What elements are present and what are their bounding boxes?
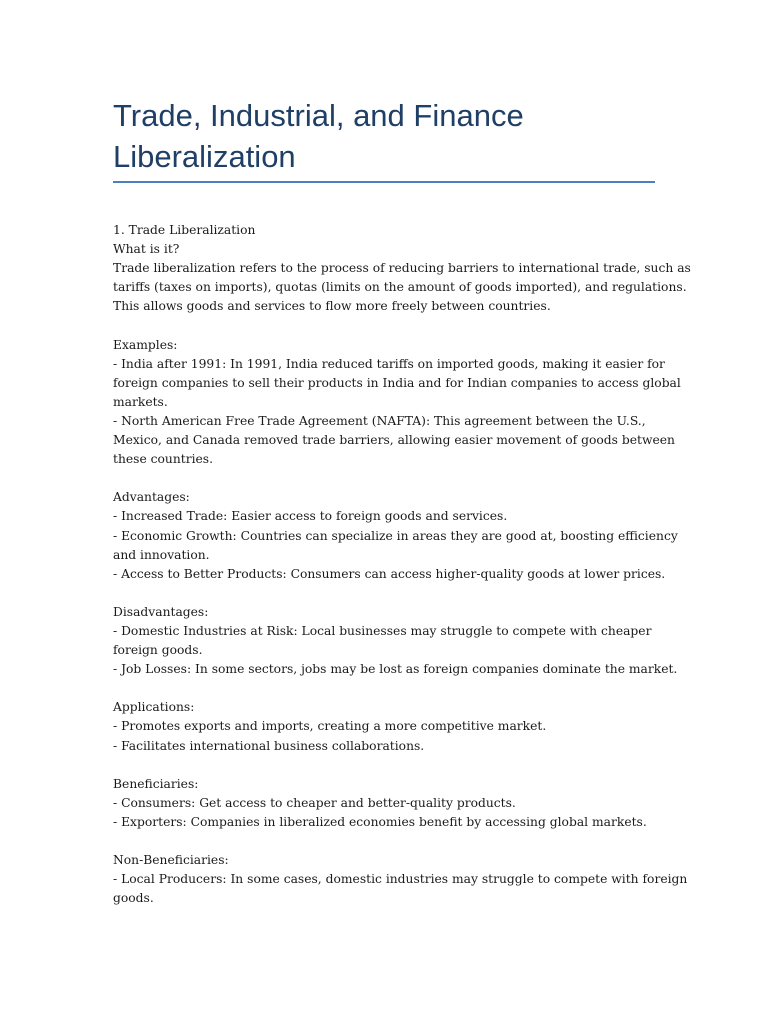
list-item-line: these countries. bbox=[113, 452, 214, 467]
subheading: Beneficiaries: bbox=[113, 776, 199, 791]
list-item-line: Mexico, and Canada removed trade barriers, allowing easier movement of goods between bbox=[113, 433, 675, 448]
paragraph-line: Trade liberalization refers to the process of reducing barriers to international trade, such as bbox=[113, 261, 691, 276]
list-item-line: - Access to Better Products: Consumers can access higher-quality goods at lower prices. bbox=[113, 566, 666, 581]
blank-line bbox=[113, 584, 655, 603]
list-item-line: - Facilitates international business collaborations. bbox=[113, 738, 425, 753]
list-item-line: - Economic Growth: Countries can specialize in areas they are good at, boosting efficiency bbox=[113, 528, 678, 543]
title-underline-divider bbox=[113, 181, 655, 183]
blank-line bbox=[113, 756, 655, 775]
blank-line bbox=[113, 679, 655, 698]
blank-line bbox=[113, 469, 655, 488]
subheading: Disadvantages: bbox=[113, 604, 209, 619]
list-item-line: - Domestic Industries at Risk: Local businesses may struggle to compete with cheaper bbox=[113, 623, 652, 638]
section-heading: 1. Trade Liberalization bbox=[113, 223, 256, 237]
list-item-line: - Local Producers: In some cases, domestic industries may struggle to compete with foreign bbox=[113, 872, 688, 887]
list-item-line: and innovation. bbox=[113, 547, 210, 562]
list-item-line: - Increased Trade: Easier access to foreign goods and services. bbox=[113, 509, 508, 524]
list-item-line: - Promotes exports and imports, creating a more competitive market. bbox=[113, 719, 547, 734]
subheading: Examples: bbox=[113, 337, 178, 352]
list-item-line: - Exporters: Companies in liberalized economies benefit by accessing global markets. bbox=[113, 814, 647, 829]
blank-line bbox=[113, 832, 655, 851]
blank-line bbox=[113, 316, 655, 335]
document-body bbox=[113, 221, 691, 908]
list-item-line: foreign goods. bbox=[113, 643, 203, 658]
document-page bbox=[113, 95, 691, 908]
list-item-line: goods. bbox=[113, 891, 154, 906]
subheading: Non-Beneficiaries: bbox=[113, 853, 229, 868]
title-line: Trade, Industrial, and Finance bbox=[113, 98, 524, 133]
subheading: Applications: bbox=[113, 700, 195, 715]
document-title bbox=[113, 95, 655, 177]
paragraph-line: This allows goods and services to flow more freely between countries. bbox=[113, 299, 551, 314]
subheading: What is it? bbox=[113, 242, 180, 257]
subheading: Advantages: bbox=[113, 490, 190, 505]
list-item-line: foreign companies to sell their products in India and for Indian companies to access global bbox=[113, 375, 681, 390]
list-item-line: - Job Losses: In some sectors, jobs may be lost as foreign companies dominate the market. bbox=[113, 662, 678, 677]
list-item-line: - India after 1991: In 1991, India reduced tariffs on imported goods, making it easier for bbox=[113, 356, 665, 371]
paragraph-line: tariffs (taxes on imports), quotas (limits on the amount of goods imported), and regulations. bbox=[113, 280, 687, 295]
list-item-line: - North American Free Trade Agreement (NAFTA): This agreement between the U.S., bbox=[113, 413, 646, 428]
title-line: Liberalization bbox=[113, 139, 296, 174]
list-item-line: - Consumers: Get access to cheaper and better-quality products. bbox=[113, 795, 516, 810]
list-item-line: markets. bbox=[113, 394, 168, 409]
